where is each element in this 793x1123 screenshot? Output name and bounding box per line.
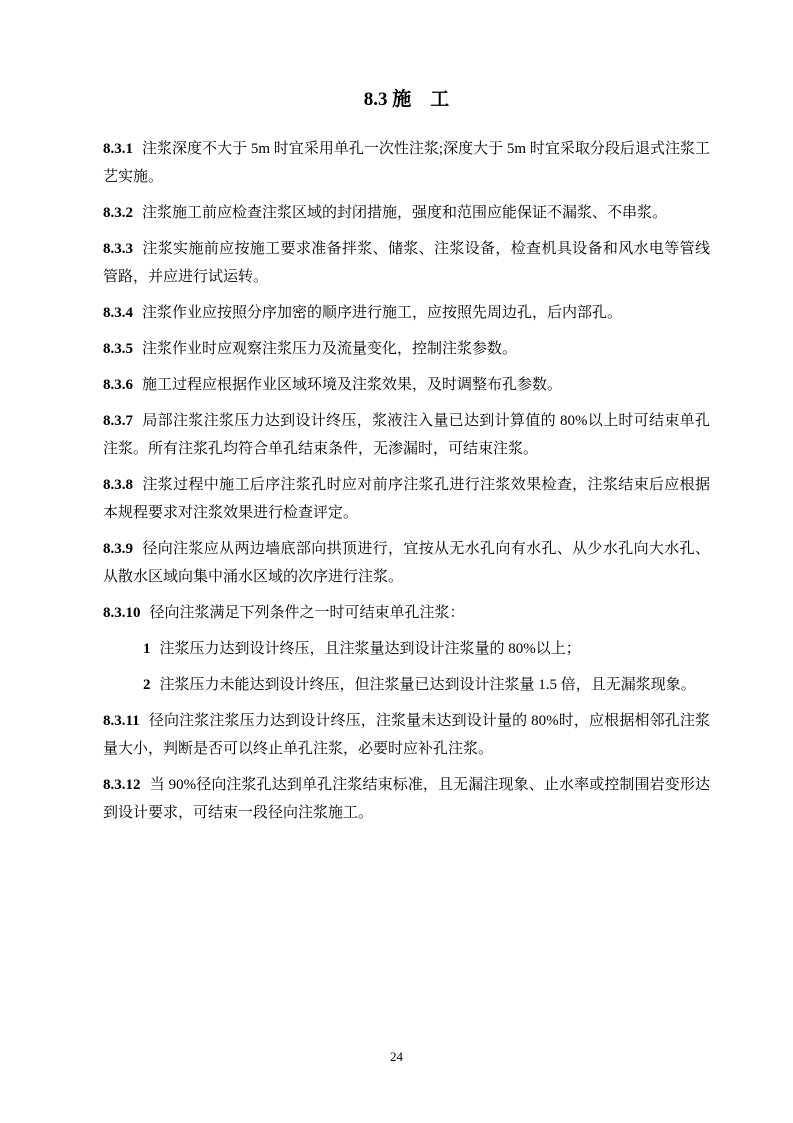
clause-text: 径向注浆应从两边墙底部向拱顶进行，宜按从无水孔向有水孔、从少水孔向大水孔、从散水区域向集中涌水区域的次序进行注浆。	[103, 541, 710, 585]
clause-text: 当 90%径向注浆孔达到单孔注浆结束标准，且无漏注现象、止水率或控制围岩变形达到设计要求，可结束一段径向注浆施工。	[103, 777, 710, 821]
clause-number: 8.3.7	[103, 413, 133, 429]
sub-clause-2	[103, 671, 710, 699]
clause-text: 注浆过程中施工后序注浆孔时应对前序注浆孔进行注浆效果检查，注浆结束后应根据本规程要求对注浆效果进行检查评定。	[103, 477, 710, 521]
clause-text: 径向注浆注浆压力达到设计终压，注浆量未达到设计量的 80%时，应根据相邻孔注浆量大小，判断是否可以终止单孔注浆，必要时应补孔注浆。	[103, 713, 710, 757]
clause-8-3-10	[103, 599, 710, 627]
clause-text: 施工过程应根据作业区域环境及注浆效果，及时调整布孔参数。	[142, 377, 563, 393]
clause-text: 注浆作业时应观察注浆压力及流量变化，控制注浆参数。	[142, 341, 518, 357]
clause-number: 8.3.11	[103, 713, 140, 729]
clause-number: 8.3.8	[103, 477, 133, 493]
clause-8-3-12	[103, 771, 710, 827]
clause-number: 8.3.4	[103, 305, 133, 321]
clause-8-3-8	[103, 471, 710, 527]
clause-text: 注浆实施前应按施工要求准备拌浆、储浆、注浆设备，检查机具设备和风水电等管线管路，并应进行试运转。	[103, 241, 710, 285]
clause-text: 径向注浆满足下列条件之一时可结束单孔注浆：	[149, 605, 465, 621]
clause-8-3-2	[103, 199, 710, 227]
clause-number: 8.3.9	[103, 541, 133, 557]
sub-clause-number: 2	[143, 677, 151, 693]
clause-number: 8.3.5	[103, 341, 133, 357]
clause-number: 8.3.6	[103, 377, 133, 393]
clause-text: 注浆施工前应检查注浆区域的封闭措施，强度和范围应能保证不漏浆、不串浆。	[142, 205, 668, 221]
clause-8-3-1	[103, 135, 710, 191]
clause-8-3-6	[103, 371, 710, 399]
clause-number: 8.3.3	[103, 241, 133, 257]
clause-number: 8.3.2	[103, 205, 133, 221]
clause-8-3-4	[103, 299, 710, 327]
clause-text: 注浆作业应按照分序加密的顺序进行施工，应按照先周边孔，后内部孔。	[142, 305, 623, 321]
clause-number: 8.3.12	[103, 777, 141, 793]
page-number: 24	[390, 1049, 403, 1064]
section-title: 8.3 施 工	[363, 89, 450, 110]
clause-text: 注浆深度不大于 5m 时宜采用单孔一次性注浆;深度大于 5m 时宜采取分段后退式注浆工艺实施。	[103, 141, 710, 185]
sub-clause-text: 注浆压力未能达到设计终压，但注浆量已达到设计注浆量 1.5 倍，且无漏浆现象。	[159, 677, 696, 693]
clause-8-3-5	[103, 335, 710, 363]
clause-number: 8.3.1	[103, 141, 133, 157]
clause-number: 8.3.10	[103, 605, 141, 621]
sub-clause-number: 1	[143, 641, 151, 657]
clause-text: 局部注浆注浆压力达到设计终压，浆液注入量已达到计算值的 80%以上时可结束单孔注浆。所有注浆孔均符合单孔结束条件，无渗漏时，可结束注浆。	[103, 413, 710, 457]
document-content	[103, 88, 710, 835]
sub-clause-text: 注浆压力达到设计终压，且注浆量达到设计注浆量的 80%以上；	[159, 641, 581, 657]
clause-8-3-11	[103, 707, 710, 763]
sub-clause-1	[103, 635, 710, 663]
clause-8-3-7	[103, 407, 710, 463]
clause-8-3-3	[103, 235, 710, 291]
clause-8-3-9	[103, 535, 710, 591]
